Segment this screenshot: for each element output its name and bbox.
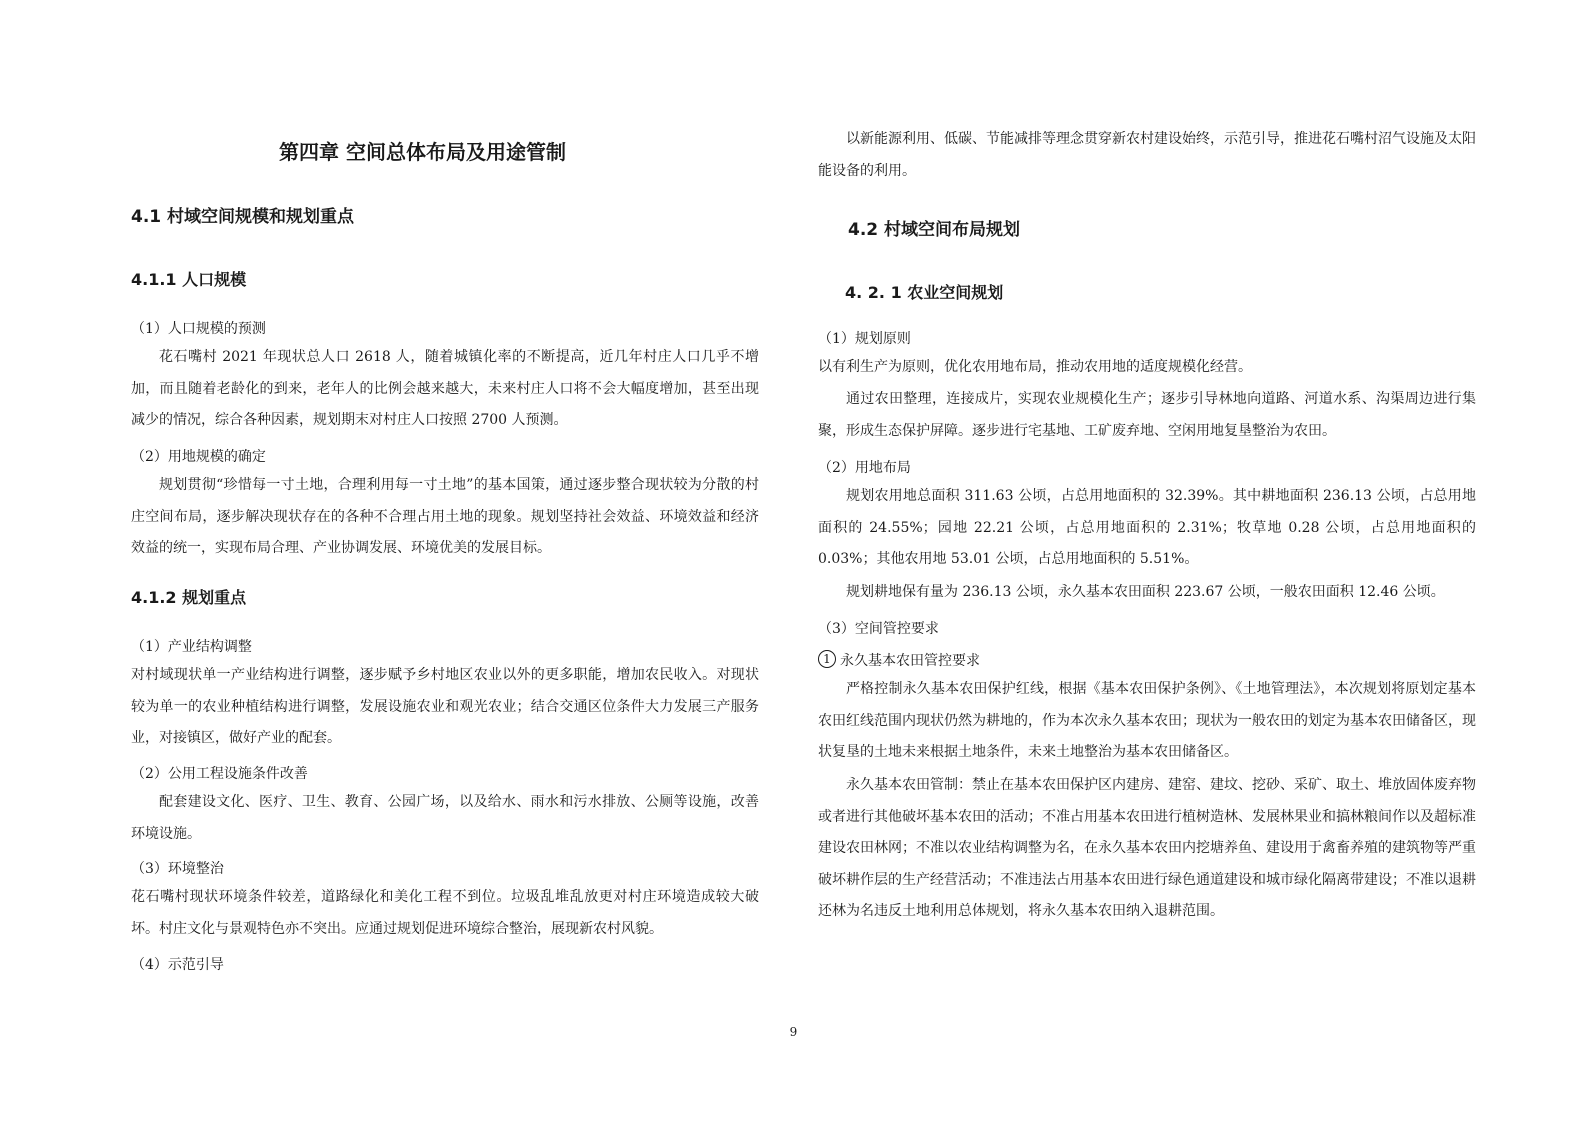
paragraph-industry: 对村域现状单一产业结构进行调整，逐步赋予乡村地区农业以外的更多职能，增加农民收入。对现状较为单一的农业种植结构进行调整，发展设施农业和观光农业；结合交通区位条件大力发展三产服务业，对接镇区，做好产业的配套。 xyxy=(131,667,759,746)
list-item-farmland-control xyxy=(818,650,980,670)
paragraph-environment: 花石嘴村现状环境条件较差，道路绿化和美化工程不到位。垃圾乱堆乱放更对村庄环境造成较大破坏。村庄文化与景观特色亦不突出。应通过规划促进环境综合整治，展现新农村风貌。 xyxy=(131,889,759,937)
section-4-1-heading: 4.1 村域空间规模和规划重点 xyxy=(131,207,355,227)
paragraph-farmland-regulation: 永久基本农田管制：禁止在基本农田保护区内建房、建窑、建坟、挖砂、采矿、取土、堆放固体废弃物或者进行其他破坏基本农田的活动；不准占用基本农田进行植树造林、发展林果业和搞林粮间作以及超标准建设农田林网；不准以农业结构调整为名，在永久基本农田内挖塘养鱼、建设用于禽畜养殖的建筑物等严重破坏耕作层的生产经营活动；不准违法占用基本农田进行绿色通道建设和城市绿化隔离带建设；不准以退耕还林为名违反土地利用总体规划，将永久基本农田纳入退耕范围。 xyxy=(818,777,1476,919)
subheading-environment: （3）环境整治 xyxy=(131,861,224,877)
section-4-1-2-heading: 4.1.2 规划重点 xyxy=(131,588,247,607)
chapter-title: 第四章 空间总体布局及用途管制 xyxy=(279,140,566,164)
paragraph-red-line: 严格控制永久基本农田保护红线，根据《基本农田保护条例》、《土地管理法》，本次规划将原划定基本农田红线范围内现状仍然为耕地的，作为本次永久基本农田；现状为一般农田的划定为基本农田储备区，现状复垦的土地未来根据土地条件，未来土地整治为基本农田储备区。 xyxy=(818,681,1476,760)
page-number: 9 xyxy=(789,1025,798,1039)
section-4-2-heading: 4.2 村域空间布局规划 xyxy=(848,220,1021,240)
circled-number: 1 xyxy=(818,650,836,668)
subheading-public-works: （2）公用工程设施条件改善 xyxy=(131,766,308,782)
subheading-industry: （1）产业结构调整 xyxy=(131,639,252,655)
subheading-population-forecast: （1）人口规模的预测 xyxy=(131,321,266,337)
paragraph-farmland-reserve: 规划耕地保有量为 236.13 公顷，永久基本农田面积 223.67 公顷，一般农田面积 12.46 公顷。 xyxy=(846,584,1445,600)
paragraph-principle: 以有利生产为原则，优化农用地布局，推动农用地的适度规模化经营。 xyxy=(818,359,1252,375)
paragraph-land-scale: 规划贯彻“珍惜每一寸土地，合理利用每一寸土地”的基本国策，通过逐步整合现状较为分散的村庄空间布局，逐步解决现状存在的各种不合理占用土地的现象。规划坚持社会效益、环境效益和经济效益的统一，实现布局合理、产业协调发展、环境优美的发展目标。 xyxy=(131,477,759,556)
subheading-demonstration: （4）示范引导 xyxy=(131,957,224,973)
section-4-1-1-heading: 4.1.1 人口规模 xyxy=(131,270,247,289)
list-item-label: 永久基本农田管控要求 xyxy=(840,653,980,669)
paragraph-public-works: 配套建设文化、医疗、卫生、教育、公园广场，以及给水、雨水和污水排放、公厕等设施，改善环境设施。 xyxy=(131,794,759,842)
paragraph-land-layout: 规划农用地总面积 311.63 公顷，占总用地面积的 32.39%。其中耕地面积 236.13 公顷，占总用地面积的 24.55%；园地 22.21 公顷，占总用地面积的 2.31%；牧草地 0.28 公顷，占总用地面积的 0.03%；其他农用地 53.01 公顷，占总用地面积的 5.51%。 xyxy=(818,488,1476,567)
subheading-land-layout: （2）用地布局 xyxy=(818,460,911,476)
section-4-2-1-heading: 4. 2. 1 农业空间规划 xyxy=(845,283,1004,302)
paragraph-demonstration: 以新能源利用、低碳、节能减排等理念贯穿新农村建设始终，示范引导，推进花石嘴村沼气设施及太阳能设备的利用。 xyxy=(818,131,1476,179)
paragraph-population: 花石嘴村 2021 年现状总人口 2618 人，随着城镇化率的不断提高，近几年村庄人口几乎不增加，而且随着老龄化的到来，老年人的比例会越来越大，未来村庄人口将不会大幅度增加，甚至出现减少的情况，综合各种因素，规划期末对村庄人口按照 2700 人预测。 xyxy=(131,349,759,428)
subheading-planning-principle: （1）规划原则 xyxy=(818,331,911,347)
subheading-land-scale: （2）用地规模的确定 xyxy=(131,449,266,465)
subheading-space-control: （3）空间管控要求 xyxy=(818,621,939,637)
paragraph-farmland-consolidation: 通过农田整理，连接成片，实现农业规模化生产；逐步引导林地向道路、河道水系、沟渠周边进行集聚，形成生态保护屏障。逐步进行宅基地、工矿废弃地、空闲用地复垦整治为农田。 xyxy=(818,391,1476,439)
